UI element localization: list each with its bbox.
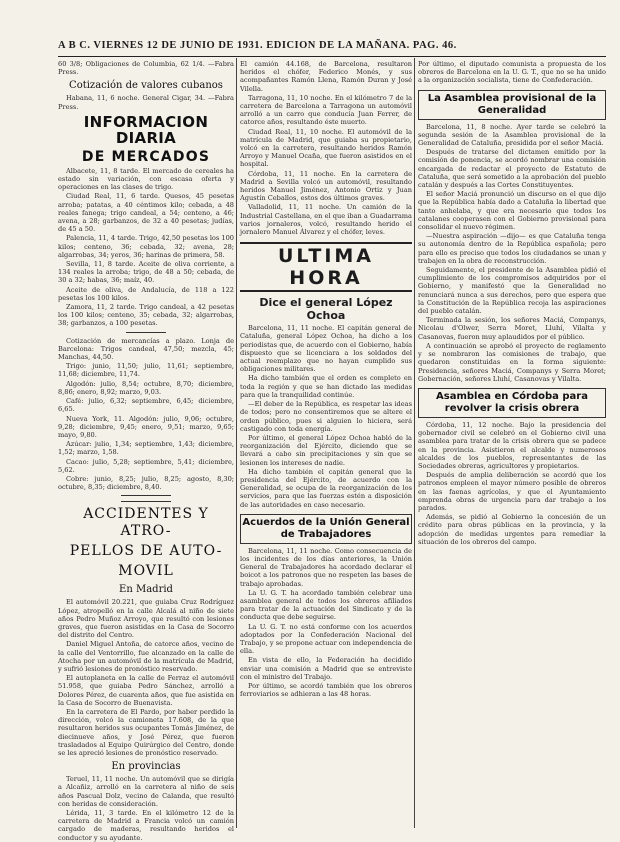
lopez-paragraph: Ha dicho también el capitán general que la presidencia del Ejército, de acuerdo con la Generalidad, se ocupa de la reorganización de los servicios, para que las fuerzas estén a disposición de las autoridades en caso necesario. bbox=[240, 467, 412, 509]
column-rule-2 bbox=[414, 58, 415, 828]
asamblea-paragraph: —Nuestra aspiración —dijo— es que Cataluña tenga su autonomía dentro de la República española; pero para ello es preciso que todos los ciudadanos se unan y trabajen en la obra de reconstrucción. bbox=[418, 232, 606, 265]
lopez-paragraph: —El deber de la República, es respetar las ideas de todos; pero no consentiremos que se altere el orden público, pues si alguien lo hiciera, será castigado con toda energía. bbox=[240, 400, 412, 433]
cubanos-heading: Cotización de valores cubanos bbox=[69, 80, 223, 92]
mercados-paragraph: Aceite de oliva, de Andalucía, de 118 a 122 pesetas los 100 kilos. bbox=[58, 285, 234, 302]
header-rule bbox=[58, 56, 606, 57]
column-2 bbox=[240, 60, 412, 828]
page-header: A B C. VIERNES 12 DE JUNIO DE 1931. EDICION DE LA MAÑANA. PAG. 46. bbox=[58, 40, 457, 51]
info-heading-line2: DE MERCADOS bbox=[81, 148, 211, 165]
cubanos-paragraph: Habana, 11, 6 noche. General Cigar, 34. —Fabra Press. bbox=[58, 94, 234, 111]
accidents-cont-paragraph: Valladolid, 11, 11 noche. Un camión de la Industrial Castellana, en el que iban a Guadarrama varios jornaleros, volcó, resultando herido el jornalero Manuel Álvarez y el chófer, leves. bbox=[240, 203, 412, 237]
mercados-paragraph: Palencia, 11, 4 tarde. Trigo, 42,50 pesetas los 100 kilos; centeno, 36; cebada, 32; avena, 28; algarrobas, 34; yeros, 36; harinas de primera, 58. bbox=[58, 234, 234, 259]
mercados2-paragraph: Algodón: julio, 8,54; octubre, 8,70; diciembre, 8,86; enero, 8,92; marzo, 9,03. bbox=[58, 379, 234, 396]
mercados-paragraph: Sevilla, 11, 8 tarde. Aceite de oliva corriente, a 134 reales la arroba; trigo, de 48 a 50; cebada, de 30 a 32; habas, 36; maíz, 40. bbox=[58, 260, 234, 285]
accidentes-heading-line2: PELLOS DE AUTO- bbox=[69, 543, 223, 560]
mercados2-paragraph: Cobre: junio, 8,25; julio, 8,25; agosto, 8,30; octubre, 8,35; diciembre, 8,40. bbox=[58, 474, 234, 492]
col3-top-paragraph: Por último, el diputado comunista a propuesta de los obreros de Barcelona en la U. G. T., que no se ha unido a la organización socialista, tiene de Confederación. bbox=[418, 60, 606, 85]
acuerdos-paragraph: Barcelona, 11, 11 noche. Como consecuencia de los incidentes de los días anteriores, la Unión General de Trabajadores ha acordado declarar el boicot a los patronos que no respeten las bases de trabajo aprobadas. bbox=[240, 546, 412, 588]
mercados2-paragraph: Azúcar: julio, 1,34; septiembre, 1,43; diciembre, 1,52; marzo, 1,58. bbox=[58, 440, 234, 457]
madrid-paragraph: Daniel Miguel Antoña, de catorce años, vecino de la calle del Ventorrillo, fue alcanzado en la calle de Atocha por un automóvil de la matrícula de Madrid, y sufrió lesiones de pronóstico reservado. bbox=[58, 640, 234, 673]
asamblea-generalidad-heading: La Asamblea provisional de la Generalidad bbox=[418, 90, 606, 120]
provincias-paragraph: Teruel, 11, 11 noche. Un automóvil que se dirigía a Alcañiz, arrolló en la carretera al niño de seis años Pascual Dolz, vecino de Calanda, que resultó con heridas de consideración. bbox=[58, 775, 234, 808]
madrid-paragraph: El automóvil 20.221, que guiaba Cruz Rodríguez López, atropelló en la calle Alcalá al niño de siete años Pedro Muñoz Arroyo, que resultó con lesiones graves, que fueron asistidas en la Casa de Socorro del distrito del Centro. bbox=[58, 598, 234, 640]
column-1 bbox=[58, 60, 234, 842]
mercados2-paragraph: Cotización de mercancías a plazo. Lonja de Barcelona: Trigos candeal, 47,50; mezcla, 45; Manchas, 44,50. bbox=[58, 336, 234, 362]
lopez-paragraph: Ha dicho también que el orden es completo en toda la región y que se han dictado las medidas para que la tranquilidad continúe. bbox=[240, 374, 412, 399]
mercados2-paragraph: Cacao: julio, 5,28; septiembre, 5,41; diciembre, 5,62. bbox=[58, 457, 234, 474]
accidents-cont-paragraph: Córdoba, 11, 11 noche. En la carretera de Madrid a Sevilla volcó un automóvil, resultando heridos Manuel Jiménez, Antonio Ortiz y Juan Agustín Ceballos, estos dos últimos graves. bbox=[240, 169, 412, 203]
mercados-paragraph: Albacete, 11, 8 tarde. El mercado de cereales ha estado sin variación, con escasa oferta y operaciones en las clases de trigo. bbox=[58, 166, 234, 192]
cordoba-paragraph: Después de amplia deliberación se acordó que los patronos empleen el mayor número posible de obreros en las faenas agrícolas, y que el Ayuntamiento emprenda obras de urgencia para dar trabajo a los parados. bbox=[418, 471, 606, 512]
accidents-cont-paragraph: El camión 44.168, de Barcelona, resultaron heridos el chófer, Federico Monés, y sus acompañantes Ramón Llena, Ramón Duran y José Vilella. bbox=[240, 60, 412, 93]
asamblea-paragraph: Barcelona, 11, 8 noche. Ayer tarde se celebró la segunda sesión de la Asamblea provisional de la Generalidad de Cataluña, presidida por el señor Maciá. bbox=[418, 122, 606, 148]
ultima-hora-heading: ULTIMA HORA bbox=[240, 242, 412, 292]
mercados2-paragraph: Trigo: junio, 11,50; julio, 11,61; septiembre, 11,68; diciembre, 11,74. bbox=[58, 362, 234, 379]
column-rule-1 bbox=[236, 58, 237, 828]
asamblea-paragraph: Terminada la sesión, los señores Maciá, Companys, Nicolau d'Olwer, Serra Moret, Lluhí, Vilalta y Casanovas, fueron muy aplaudidos por el público. bbox=[418, 316, 606, 341]
acuerdos-paragraph: Por último, se acordó también que los obreros ferroviarios se adhieran a las 48 horas. bbox=[240, 681, 412, 699]
info-heading-line1: INFORMACION DIARIA bbox=[83, 112, 209, 147]
cordoba-paragraph: Córdoba, 11, 12 noche. Bajo la presidencia del gobernador civil se celebró en el Gobierno civil una asamblea para tratar de la crisis obrera que se padece en la provincia. Asistieron el alcalde y numerosos alcaldes de los pueblos, representantes de las Sociedades obreras, agricultores y propietarios. bbox=[418, 420, 606, 470]
asamblea-paragraph: Después de tratarse del dictamen emitido por la comisión de ponencia, se acordó nombrar una comisión encargada de redactar el proyecto de Estatuto de Cataluña, que será sometido a la aprobación del pueblo catalán y después a las Cortes Constituyentes. bbox=[418, 148, 606, 190]
madrid-heading: En Madrid bbox=[119, 584, 173, 596]
lopez-paragraph: Por último, el general López Ochoa habló de la reorganización del Ejército, diciendo que se llevará a cabo sin precipitaciones y sin que se lesionen los intereses de nadie. bbox=[240, 433, 412, 467]
mercados2-paragraph: Nueva York, 11. Algodón: julio, 9,06; octubre, 9,28; diciembre, 9,45; enero, 9,51; marzo, 9,65; mayo, 9,80. bbox=[58, 414, 234, 439]
acuerdos-ugt-heading: Acuerdos de la Unión General de Trabajadores bbox=[240, 514, 412, 544]
lopez-paragraph: Barcelona, 11, 11 noche. El capitán general de Cataluña, general López Ochoa, ha dicho a los periodistas que, de acuerdo con el Gobierno, había dispuesto que se licenciara a los soldados del actual reemplazo que no hayan cumplido sus obligaciones militares. bbox=[240, 324, 412, 374]
accidents-cont-paragraph: Ciudad Real, 11, 10 noche. El automóvil de la matrícula de Madrid, que guiaba su propietario, volcó en la carretera, resultando heridos Ramón Arroyo y Manuel Ocaña, que fueron asistidos en el hospital. bbox=[240, 127, 412, 169]
ornament-separator bbox=[121, 495, 171, 502]
asamblea-cordoba-heading: Asamblea en Córdoba para revolver la crisis obrera bbox=[418, 388, 606, 418]
acuerdos-paragraph: La U. G. T. no está conforme con los acuerdos adoptados por la Confederación Nacional del Trabajo, y se propone actuar con independencia de ella. bbox=[240, 622, 412, 656]
madrid-paragraph: El autoplaneta en la calle de Ferraz el automóvil 51.958, que guiaba Pedro Sánchez, arrolló a Dolores Pérez, de cuarenta años, que fue asistida en la Casa de Socorro de Buenavista. bbox=[58, 674, 234, 707]
intro-paragraph: 60 3/8; Obligaciones de Columbia, 62 1/4. —Fabra Press. bbox=[58, 60, 234, 77]
acuerdos-paragraph: En vista de ello, la Federación ha decidido enviar una comisión a Madrid que se entreviste con el ministro del Trabajo. bbox=[240, 656, 412, 681]
madrid-paragraph: En la carretera de El Pardo, por haber perdido la dirección, volcó la camioneta 17.608, de la que resultaron heridos sus ocupantes Tomás Jiménez, de diecinueve años, y José Pérez, que fueron trasladados al Equipo Quirúrgico del Centro, donde se les apreció lesiones de pronóstico reservado. bbox=[58, 707, 234, 757]
column-3 bbox=[418, 60, 606, 828]
accidentes-heading-line1: ACCIDENTES Y ATRO- bbox=[83, 506, 209, 540]
asamblea-paragraph: El señor Maciá pronunció un discurso en el que dijo que la República había dado a Cataluña la libertad que tanto anhelaba, y que era necesario que todos los catalanes cooperasen con el Gobierno provisional para consolidar el nuevo régimen. bbox=[418, 190, 606, 232]
mercados2-paragraph: Café: julio, 6,32; septiembre, 6,45; diciembre, 6,65. bbox=[58, 397, 234, 414]
acuerdos-paragraph: La U. G. T. ha acordado también celebrar una asamblea general de todos los obreros afiliados para tratar de la actuación del Sindicato y de la conducta que debe seguirse. bbox=[240, 588, 412, 622]
cordoba-paragraph: Además, se pidió al Gobierno la concesión de un crédito para obras públicas en la provincia, y la adopción de medidas urgentes para remediar la situación de los obreros del campo. bbox=[418, 513, 606, 546]
lopez-ochoa-heading: Dice el general López Ochoa bbox=[259, 296, 393, 323]
mercados-paragraph: Ciudad Real, 11, 6 tarde. Quesos, 45 pesetas arroba; patatas, a 40 céntimos kilo; cebada, a 48 reales fanega; trigo candeal, a 54; centeno, a 46; avena, a 28; garbanzos, de 32 a 40 pesetas; judías, de 45 a 50. bbox=[58, 192, 234, 234]
asamblea-paragraph: Seguidamente, el presidente de la Asamblea pidió el cumplimiento de los compromisos adquiridos por el Gobierno, y manifestó que la Generalidad no renunciará nunca a sus derechos, pero que espera que la Constitución de la República recoja las aspiraciones del pueblo catalán. bbox=[418, 266, 606, 316]
separator bbox=[126, 332, 166, 333]
accidentes-heading-line3: MOVIL bbox=[118, 563, 174, 580]
asamblea-paragraph: A continuación se aprobó el proyecto de reglamento y se nombraron las comisiones de trabajo, que quedaron constituidas en la forma siguiente: Presidencia, señores Maciá, Companys y Serra Moret; Gobernación, señores Lluhí, Casanovas y Vilalta. bbox=[418, 341, 606, 383]
provincias-heading: En provincias bbox=[111, 761, 181, 773]
accidents-cont-paragraph: Tarragona, 11, 10 noche. En el kilómetro 7 de la carretera de Barcelona a Tarragona un automóvil arrolló a un carro que conducía Juan Ferrer, de catorce años, resultando éste muerto. bbox=[240, 93, 412, 127]
provincias-paragraph: Lérida, 11, 3 tarde. En el kilómetro 12 de la carretera de Madrid a Francia volcó un camión cargado de maderas, resultando heridos el conductor y su ayudante. bbox=[58, 809, 234, 842]
mercados-paragraph: Zamora, 11, 2 tarde. Trigo candeal, a 42 pesetas los 100 kilos; centeno, 35; cebada, 32; algarrobas, 38; garbanzos, a 100 pesetas. bbox=[58, 303, 234, 328]
